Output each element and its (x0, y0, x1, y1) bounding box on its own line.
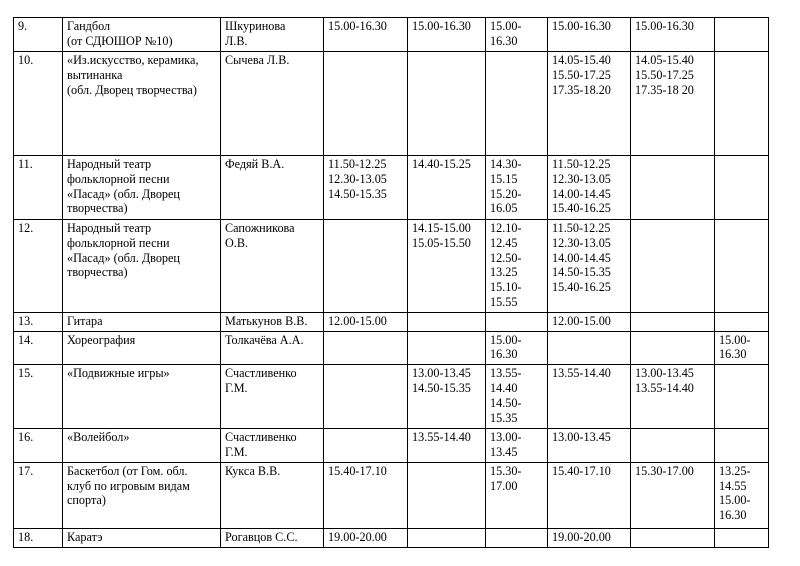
day-4-time: 11.50-12.25 12.30-13.05 14.00-14.45 15.40-16.25 (548, 156, 631, 220)
day-3-time (486, 52, 548, 156)
schedule-table (13, 17, 769, 548)
day-2-time (408, 528, 486, 547)
day-2-time (408, 331, 486, 365)
day-6-time (715, 220, 769, 313)
teacher-name: Матькунов В.В. (221, 312, 324, 331)
day-3-time: 12.10- 12.45 12.50- 13.25 15.10- 15.55 (486, 220, 548, 313)
day-4-time: 19.00-20.00 (548, 528, 631, 547)
day-1-time: 15.40-17.10 (324, 462, 408, 528)
day-2-time (408, 52, 486, 156)
day-1-time (324, 331, 408, 365)
table-row (14, 528, 769, 547)
day-2-time: 13.55-14.40 (408, 429, 486, 463)
activity-name: «Волейбол» (63, 429, 221, 463)
day-1-time: 19.00-20.00 (324, 528, 408, 547)
activity-name: Каратэ (63, 528, 221, 547)
day-3-time: 13.00- 13.45 (486, 429, 548, 463)
day-5-time: 13.00-13.45 13.55-14.40 (631, 365, 715, 429)
activity-name: «Подвижные игры» (63, 365, 221, 429)
day-4-time: 11.50-12.25 12.30-13.05 14.00-14.45 14.50-15.35 15.40-16.25 (548, 220, 631, 313)
teacher-name: Кукса В.В. (221, 462, 324, 528)
day-5-time: 15.00-16.30 (631, 18, 715, 52)
day-2-time: 13.00-13.45 14.50-15.35 (408, 365, 486, 429)
teacher-name: Счастливенко Г.М. (221, 365, 324, 429)
table-row (14, 18, 769, 52)
day-3-time: 15.00- 16.30 (486, 331, 548, 365)
day-2-time (408, 312, 486, 331)
day-1-time (324, 429, 408, 463)
day-5-time (631, 312, 715, 331)
teacher-name: Федяй В.А. (221, 156, 324, 220)
activity-name: Народный театр фольклорной песни «Пасад» (обл. Дворец творчества) (63, 220, 221, 313)
table-row (14, 429, 769, 463)
day-6-time: 15.00- 16.30 (715, 331, 769, 365)
schedule-body (14, 18, 769, 548)
day-5-time (631, 156, 715, 220)
day-3-time: 15.00- 16.30 (486, 18, 548, 52)
activity-name: «Из.искусство, керамика, вытинанка (обл. Дворец творчества) (63, 52, 221, 156)
activity-name: Народный театр фольклорной песни «Пасад» (обл. Дворец творчества) (63, 156, 221, 220)
day-5-time: 14.05-15.40 15.50-17.25 17.35-18 20 (631, 52, 715, 156)
day-3-time (486, 312, 548, 331)
activity-name: Хореография (63, 331, 221, 365)
day-4-time: 15.00-16.30 (548, 18, 631, 52)
day-4-time: 12.00-15.00 (548, 312, 631, 331)
day-5-time: 15.30-17.00 (631, 462, 715, 528)
day-3-time: 13.55- 14.40 14.50- 15.35 (486, 365, 548, 429)
row-number: 14. (14, 331, 63, 365)
day-1-time (324, 365, 408, 429)
teacher-name: Рогавцов С.С. (221, 528, 324, 547)
teacher-name: Толкачёва А.А. (221, 331, 324, 365)
day-6-time (715, 365, 769, 429)
table-row (14, 331, 769, 365)
activity-name: Гандбол (от СДЮШОР №10) (63, 18, 221, 52)
day-6-time (715, 18, 769, 52)
day-5-time (631, 220, 715, 313)
day-2-time: 15.00-16.30 (408, 18, 486, 52)
day-3-time: 15.30- 17.00 (486, 462, 548, 528)
day-6-time (715, 156, 769, 220)
day-3-time: 14.30- 15.15 15.20- 16.05 (486, 156, 548, 220)
teacher-name: Счастливенко Г.М. (221, 429, 324, 463)
table-row (14, 52, 769, 156)
row-number: 16. (14, 429, 63, 463)
teacher-name: Сапожникова О.В. (221, 220, 324, 313)
row-number: 9. (14, 18, 63, 52)
day-1-time (324, 220, 408, 313)
day-4-time: 13.55-14.40 (548, 365, 631, 429)
day-1-time: 11.50-12.25 12.30-13.05 14.50-15.35 (324, 156, 408, 220)
table-row (14, 462, 769, 528)
day-6-time (715, 52, 769, 156)
day-5-time (631, 331, 715, 365)
day-5-time (631, 429, 715, 463)
row-number: 11. (14, 156, 63, 220)
day-2-time: 14.40-15.25 (408, 156, 486, 220)
table-row (14, 312, 769, 331)
teacher-name: Сычева Л.В. (221, 52, 324, 156)
row-number: 13. (14, 312, 63, 331)
activity-name: Баскетбол (от Гом. обл. клуб по игровым видам спорта) (63, 462, 221, 528)
day-1-time: 12.00-15.00 (324, 312, 408, 331)
row-number: 10. (14, 52, 63, 156)
day-3-time (486, 528, 548, 547)
day-2-time: 14.15-15.00 15.05-15.50 (408, 220, 486, 313)
day-4-time: 15.40-17.10 (548, 462, 631, 528)
activity-name: Гитара (63, 312, 221, 331)
table-row (14, 220, 769, 313)
day-6-time (715, 429, 769, 463)
table-row (14, 156, 769, 220)
row-number: 17. (14, 462, 63, 528)
day-6-time (715, 528, 769, 547)
row-number: 15. (14, 365, 63, 429)
day-4-time (548, 331, 631, 365)
table-row (14, 365, 769, 429)
day-2-time (408, 462, 486, 528)
day-4-time: 13.00-13.45 (548, 429, 631, 463)
row-number: 18. (14, 528, 63, 547)
row-number: 12. (14, 220, 63, 313)
teacher-name: Шкуринова Л.В. (221, 18, 324, 52)
day-4-time: 14.05-15.40 15.50-17.25 17.35-18.20 (548, 52, 631, 156)
day-5-time (631, 528, 715, 547)
day-6-time (715, 312, 769, 331)
day-6-time: 13.25- 14.55 15.00- 16.30 (715, 462, 769, 528)
day-1-time: 15.00-16.30 (324, 18, 408, 52)
day-1-time (324, 52, 408, 156)
